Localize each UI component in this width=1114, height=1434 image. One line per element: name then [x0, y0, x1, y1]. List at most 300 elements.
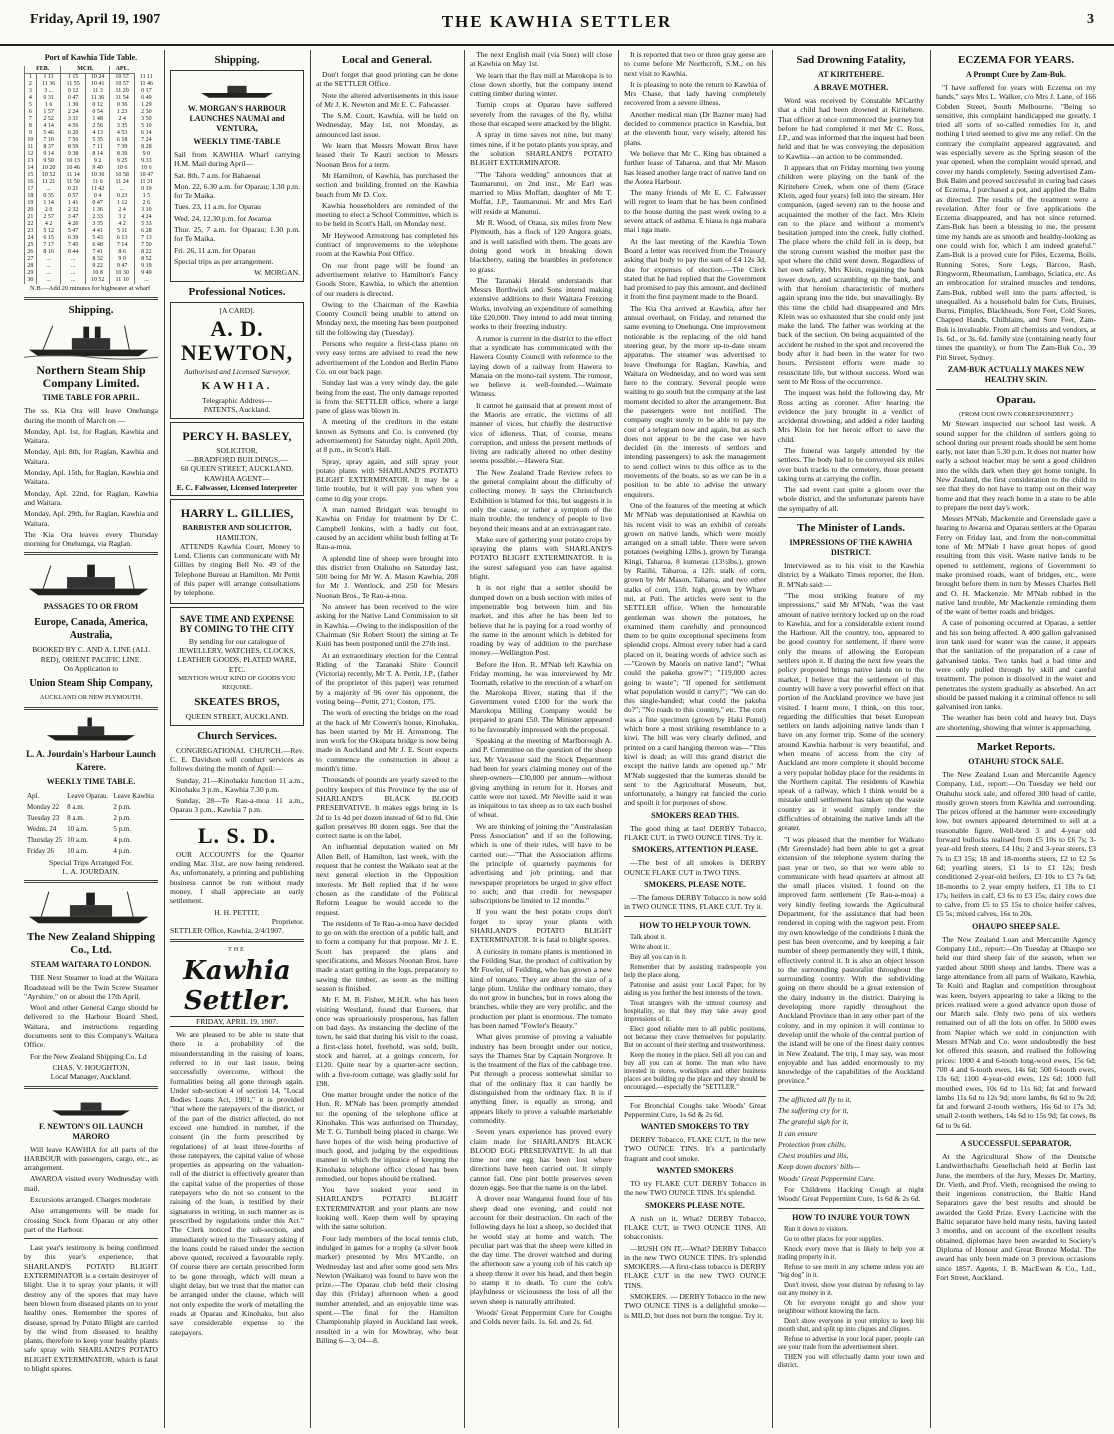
paragraph: Monday, Apl. 29th, for Raglan, Kawhia and Waitara.	[24, 509, 158, 528]
tide-table	[24, 66, 158, 284]
launch-icon	[24, 714, 158, 744]
tide-cell: 0 19	[134, 186, 158, 193]
paragraph: The sad event cast quite a gloom over the whole district, and the unfortunate parents have the sympathy of all.	[778, 485, 924, 513]
wanted-smokers-body-2: TO try FLAKE CUT DERBY Tobacco in the new TWO OUNCE TINS. It's splendid.	[624, 1179, 766, 1198]
tide-row	[25, 228, 159, 235]
tide-cell: 5 47	[61, 228, 86, 235]
tide-cell: 9 47	[110, 263, 135, 270]
skeates-advert	[170, 607, 304, 726]
tide-cell: 0 54	[85, 109, 110, 116]
paragraph: It is pleasing to note the return to Kawhia of Mrs Chase, that lady having completely recovered from a severe illness.	[624, 79, 766, 108]
jourdain-subtitle: WEEKLY TIME TABLE.	[46, 776, 136, 786]
tide-cell: ...	[61, 263, 86, 270]
oparau-subheading: (FROM OUR OWN CORRESPONDENT.)	[959, 410, 1073, 418]
otahuhu-body: The New Zealand Loan and Mercantile Agency Company, Ltd., report:—On Tuesday we held our Otahuhu stock sale, and offered 300 head of cattle, mostly grown steers from Kawhia and surrounding. The prices offered at the hammer were exceedingly low, but owners appeared determined to sell at a reasonable figure. Well-bred 3 and 4-year old forward bullocks realised from £5 10s to £6 7s; 3-year-old fresh steers, £4 10s; 2 and 3-year steers, £3 7s to £3 15s; 18 and 18-months steers, £2 to £2 5s 6d; yearling steers, £1 1s to £1 12s; fresh conditioned 2-year-old heifers, £3 10s to £3 7s 6d; 18-months to 2 year empty heifers, £1 18s to £1 17s; heifers in calf, £3 6s to £3 15s; dairy cows due to calve, from £5 to £5 15s to choice heifer calves, £5 5s; mixed calves, 16s to 20s.	[936, 770, 1096, 919]
tide-row	[25, 151, 159, 158]
tide-cell: 8 32	[85, 256, 110, 263]
tide-cell: 10 13	[61, 158, 86, 165]
paragraph: A rumor is current in the district to the effect that a syndicate has communicated with the Hawera County Council with reference to the laying down of a railway from Hawera to Manaia on the mono-rail system. The rumour, we believe is well-founded.—Waimate Witness.	[470, 333, 612, 399]
tide-cell: 3 2	[110, 214, 135, 221]
paragraph: Fri. 26, 11 a.m. for Oparau	[174, 245, 256, 255]
paragraph: One of the features of the meeting at which Mr M'Nab was deputationised at Kawhia on his recent visit to was an exhibit of cereals grown on native lands, which were mostly arranged on a small table. There were seven potatoes (weighing 12lbs.), grown by Turanga Kingi, Taharoa, 8 kumeras (13½lbs.), grown by Raiihi, Taharoa, a 12ft. stalk of corn, grown by Mr Mason, Taharoa, and two other stalks of corn, 15ft. high, grown by Whare nui, at Puti. The articles were sent to the SETTLER office. When the honourable gentleman was shown the potatoes, he examined them carefully and pronounced them to be quite exceptional specimens from splendid crops. Almost every tuber had a card placed on it, bearing words of advice such as—"Grown by Maoris on native land"; "What could the pakeha grow?"; "119,000 acres going to waste"; "If opened for settlement what population would it carry?"; "We can do this single-handed; what could the pakeha do?"; "No roads to this country," etc. The corn was a fine specimen (grown by Haki Ponui) which bore a most striking resemblance to a kiwi. The bill was very clearly defined, and printed on a card hanging thereon was—"This kiwi is dead; as will this grand district die except the native lands are opened up." Mr M'Nab suggested that the kumeras should be sent to the Agricultural Museum, but, unfortunately, a hungry rat fancied the curio and spoilt it for purposes of show.	[624, 500, 766, 808]
timetable-row	[26, 836, 156, 845]
column-rule	[310, 50, 311, 1428]
tide-cell: 1 23	[110, 109, 135, 116]
tide-cell: 8 14	[85, 151, 110, 158]
paragraph: Note the altered advertisements in this issue of Mr J. K. Newton and Mr E. C. Falwasser.	[316, 90, 458, 109]
jourdain-col-head: Apl.	[27, 791, 40, 800]
timetable-cell: 4 p.m.	[113, 835, 132, 844]
tide-cell: 11 31	[134, 179, 158, 186]
tide-day: 5	[25, 102, 37, 109]
timetable-cell: Thursday 25	[27, 835, 63, 844]
paragraph: The grateful sigh for it,	[778, 1117, 849, 1127]
paragraph: Buy all you can in it.	[630, 953, 688, 961]
lsd-signature-role: Proprietor.	[271, 916, 304, 926]
paragraph: Kawhia householders are reminded of the meeting to elect a School Committee, which is to be held in Scott's Hall, on Monday next.	[316, 200, 458, 229]
nss-body	[24, 406, 158, 548]
paragraph: Refuse to see merit in any scheme unless you are "big dog" in it.	[778, 1263, 924, 1279]
oparau-heading: Oparau.	[996, 393, 1036, 406]
tide-cell: ...	[36, 277, 61, 284]
paragraph: Mr R. Wood, of Otaua, six miles from New Plymouth, has a flock of 120 Angora goats, and is well satisfied with them. The goats are doing good work in breaking down blackberry, eating the brambles in preference to grass.	[470, 218, 612, 274]
paragraph: Monday, Apl. 15th, for Raglan, Kawhia and Waitara.	[24, 468, 158, 487]
paragraph: A meeting of the creditors in the estate known as Symons and Co. is convened (by advertisement) for Saturday night, April 20th, at 8 p.m., in Scott's Hall.	[316, 417, 458, 455]
tide-month: MCH.	[61, 66, 110, 74]
tide-day: 3	[25, 88, 37, 95]
newton-card	[170, 302, 304, 419]
tide-cell: 5 10	[134, 123, 158, 130]
tide-cell: 1 36	[85, 207, 110, 214]
paragraph: The Kia Ora arrived at Kawhia, after her annual overhaul, on Friday, and returned the same evening to Onehunga. One improvement noticeable is the replacing of the old hand steering gear, by the more up-to-date steam apparatus. The steamer was advertised to leave Onehunga for Raglan, Kawhia, and Waitara on Wednesday, and no word was sent here to the contrary. Several people were waiting to go south but the company at the last moment decided to alter the arrangement. But the passengers were not notified. The company ought surely to be able to pay the cost of a telegram now and again, but as such does not appear to be the case we have decided (in the interests of settlors and intending passengers) to ask the management to send collect wires to this office as to the movements of the boats, so as we can be in a position to be able to advise the unwary enquirers.	[624, 303, 766, 499]
timetable-cell: 4 p.m.	[113, 846, 132, 855]
paragraph: Sunday last was a very windy day, the gale being from the east. The only damage reported is from the SETTLER office, where a large pane of glass was blown in.	[316, 378, 458, 416]
masthead	[0, 0, 1114, 46]
paragraph: Don't invest, show your distrust by refusing to lay out any money in it.	[778, 1281, 924, 1297]
tide-day: 16	[25, 179, 37, 186]
smokers-please-note-heading: SMOKERS PLEASE NOTE.	[645, 1200, 745, 1210]
tide-day: 12	[25, 151, 37, 158]
paragraph: The S.M. Court, Kawhia, will be held on Wednesday, May 1st, not Monday, as announced last issue.	[316, 111, 458, 139]
tide-day: 10	[25, 137, 37, 144]
paragraph: Mr Heywood Armstrong has completed his contract of improvements to the telephone room at the Kawhia Post Office.	[316, 230, 458, 259]
paragraph: An influential deputation waited on Mr Allen Bell, of Hamilton, last week, with the request that he contest the Waikato seat at the next general election in the Opposition interests. Mr Bell replied that if he were chosen as the candidate of the Political Reform League he would accede to the request.	[316, 842, 458, 917]
paragraph: The afflicted all fly to it,	[778, 1094, 852, 1104]
local-general-body	[316, 70, 458, 1345]
tide-cell: 6 39	[61, 235, 86, 242]
paragraph: Monday, Apl. 8th, for Raglan, Kawhia and Waitara.	[24, 447, 158, 466]
tide-cell: 0 31	[36, 95, 61, 102]
paragraph: Woods' Great Peppermint Cure for Coughs and Colds never fails. 1s. 6d. and 2s. 6d.	[470, 1307, 612, 1327]
timetable-cell: Friday 26	[27, 846, 55, 855]
tide-day: 8	[25, 123, 37, 130]
timetable-row	[26, 803, 156, 812]
news-items-body	[624, 50, 766, 808]
paragraph: It appears that on Friday morning two young children were playing on the bank of the Kiritehere Creek, when one of them (Grace Klein, aged four years) fell into the stream. Her companion, (aged seven) ran to the house and acquainted the mother of the fact. Mrs Klein ran to the place and without a moment's hesitation jumped into the creek, fully clothed. The place where the child fell in is deep, but the strong current washed the mother past the spot where the child went down. Regardless of her own safety, Mrs Klein, regaining the bank lower down, and scrambling up the bank, and with that heroism characteristic of mothers again sprang into the tide, but unavailingly. By this time the child had disappeared and Mrs Klein was so exhausted that she could only just make the land. The father was working at the back of the section. On being acquainted of the accident he rushed to the spot and recovered the body after it had been in the water for two hours. Persistent efforts were made to resuscitate life, but without success. Word was sent to Mr Ross of the occurrence.	[778, 163, 924, 386]
injure-town-heading: HOW TO INJURE YOUR TOWN	[792, 1212, 910, 1222]
paragraph: Run it down to visitors.	[784, 1225, 849, 1233]
tide-row	[25, 116, 159, 123]
paragraph: AWAROA visited every Wednesday with mail.	[24, 1174, 158, 1193]
blight-advert: Last year's testimony is being confirmed by this year's experience, that SHARLAND'S POTATO BLIGHT EXTERMINATOR is a certain destroyer of blight. Use it to spray your plants, it will destroy any of the spores that may have been blown from diseased plants on to your healthy ones. Remember the spores of disease, spread by Potato Blight are carried by the wind from diseased to healthy plants, therefore to keep your healthy plants safe spray with SHARLAND'S POTATO BLIGHT EXTERMINATOR, which is fatal to blight spores.	[24, 1243, 158, 1374]
tide-cell: 8 28	[134, 144, 158, 151]
tide-cell: 10 24	[85, 74, 110, 82]
tide-row	[25, 235, 159, 242]
tide-row	[25, 88, 159, 95]
tide-cell: 11 50	[61, 179, 86, 186]
paragraph: The Taranaki Herald understands that Messrs Borthwick and Sons intend making extensive additions to their Waitara Freezing Works, involving an expenditure of something like £20,000. They intend to add meat tinning works to their freezing industry.	[470, 275, 612, 332]
tide-cell: 4 41	[85, 228, 110, 235]
tide-cell: 11 21	[36, 179, 61, 186]
tide-cell: 11 46	[134, 81, 158, 88]
timetable-cell: 2 p.m.	[113, 802, 132, 811]
tide-day: 15	[25, 172, 37, 179]
minister-body	[778, 561, 924, 1086]
nss-title: Northern Steam Ship Company Limited.	[36, 363, 146, 391]
tide-row	[25, 165, 159, 172]
paper-nameplate-prefix: THE	[228, 947, 246, 954]
tide-cell: ...	[134, 277, 158, 284]
tide-cell: 0 12	[85, 102, 110, 109]
paragraph: The weather has been cold and heavy but. Days are shortening, showing that winter is approaching.	[936, 713, 1096, 732]
tide-cell: 2 4	[110, 116, 135, 123]
paragraph: At an extraordinary election for the Central Riding of the Taranaki Shire Council (Victoria) recently, Mr T. A. Pettit, J.P., (father of the proprietor of this paper) was returned by a majority of 96 over his opponent, the voting being—Pettit, 271; Coston, 175.	[316, 650, 458, 706]
tide-cell: 9 0	[134, 151, 158, 158]
woods-poem	[778, 1095, 924, 1183]
tide-day: 4	[25, 95, 37, 102]
tide-cell: 2 6	[134, 200, 158, 207]
tide-row	[25, 102, 159, 109]
eczema-heading: ECZEMA FOR YEARS.	[957, 54, 1075, 66]
paper-date: FRIDAY, APRIL 19, 1907.	[170, 1016, 304, 1027]
tide-cell: 2 56	[85, 123, 110, 130]
tide-day: 17	[25, 186, 37, 193]
minister-subheading: IMPRESSIONS OF THE KAWHIA DISTRICT.	[789, 538, 913, 558]
tide-cell: 7 45	[61, 242, 86, 249]
tide-cell: 8 44	[61, 249, 86, 256]
masthead-page-number: 3	[1087, 12, 1094, 27]
paragraph: A drover near Wanganui found four of his sheep dead one evening, and could not account for their destruction. On each of the following days he lost a sheep, so decided that he would stay at home and watch. The peculiar part was that the sheep were killed in the day time. The drover watched and during the afternoon saw a young cob of his catch up a sheep throw it over his head, and then begin to stamp it to death. To cure the cob's playfulness or viciousness the loss of all the seven sheep is naturally attributed.	[470, 1194, 612, 1306]
paragraph: Oh for everyone tonight go and show your neighbour without knowing the facts.	[778, 1299, 924, 1315]
tide-cell: 10 57	[110, 74, 135, 82]
tide-cell: 10 20	[36, 165, 61, 172]
tide-cell: 5 46	[36, 130, 61, 137]
paragraph: Seven years experience has proved every claim made for SHARLAND'S BLACK BLOOD EGG PRESERVATIVE. In all that time not one egg has been lost where directions have been carried out. It simply cannot fail. One pint bottle preserves seven dozen eggs. See that the name is on the label.	[470, 1127, 612, 1193]
tide-cell: 0 57	[61, 193, 86, 200]
timetable-cell: Tuesday 23	[27, 813, 60, 822]
paragraph: Wool and other General Cargo should be delivered to the Harbour Board Shed, Waitara, and instructions regarding documents sent to this Company's Waitara Office.	[24, 1003, 158, 1050]
tide-cell: 1 29	[134, 102, 158, 109]
paragraph: Turnip crops at Oparau have suffered severely from the ravages of the fly, whilst those that escaped were attacked by the blight.	[470, 100, 612, 129]
tide-cell: 11 55	[61, 81, 86, 88]
paragraph: The next English mail (via Suez) will close at Kawhia on May 1st.	[470, 50, 612, 69]
eczema-subheading: A Prompt Cure by Zam-Buk.	[966, 70, 1066, 79]
tide-day: 6	[25, 109, 37, 116]
tide-cell: 0 23	[110, 193, 135, 200]
paragraph: Messrs M'Nab, Mackenzie and Greenslade gave a hearing to Awaroa and Oparau settlers at the Oparau Ferry on Friday last, and from the non-committal tone of Mr M'Nab I have great hopes of good resulting from this visit. Waste native lands to be opened to settlement, regions of Government to make promised roads, want of bridges, etc., were brought before them in turn by Messrs Charles Bell and O. H. Mackenzie. Mr M'Nab rubbed in the native land trouble, Mr Mackenzie reminding them of the want of better roads and bridges.	[936, 514, 1096, 617]
tide-cell: 6 15	[36, 235, 61, 242]
paragraph: We learn that the flax mill at Marokopa is to close down shortly, but the company intend cutting timber during winter.	[470, 70, 612, 99]
tide-day: 25	[25, 242, 37, 249]
tide-cell: 10 58	[110, 172, 135, 179]
paragraph: "I was pleased that the member for Waikato (Mr Greenslade) had been able to get a great extension of the telephone system during the past year or two, so that we were able to communicate with head quarters at almost all the small places visited. I found on the improved farm settlement (Te Rau-a-moa) a very kindly feeling towards the Agricultural Department, for the assistance that had been rendered in coping with the ragwort pest. From my own knowledge of the conditions I think the pest has been overcome, and by keeping a fair number of sheep permanently they will, I think, effectively control it. It is also an object lesson to the surrounding pastoralist throughout the surrounding country. With the subdividing going on there should be a great extension of the dairy industry in the district. Dairying is developing more rapidly throughout the Auckland Province than in any other part of the colony, and in my opinion it will continue to develop until the whole of the central portion of the island will be one of the finest dairy centres in New Zealand. The trip, I may say, was most enjoyable and has added enormously to my knowledge of the capabilities of the Auckland province."	[778, 834, 924, 1086]
paragraph: Remember that by assisting tradespeople you help the place along.	[624, 963, 766, 979]
wanted-smokers-heading-2: WANTED SMOKERS	[656, 1166, 734, 1176]
newton-body	[24, 1145, 158, 1235]
tide-cell: 6 18	[110, 137, 135, 144]
tide-cell: 9 49	[134, 270, 158, 277]
paragraph: Treat strangers with the utmost courtesy and hospitality, so that they may take away good impressions of it.	[624, 999, 766, 1023]
nzs-title: The New Zealand Shipping Co., Ltd.	[26, 931, 156, 957]
tide-cell: 7 39	[110, 144, 135, 151]
tide-cell: 3 35	[110, 123, 135, 130]
derby-advert: SMOKERS. — DERBY Tobacco in the new TWO OUNCE TINS is a delightful smoke—is MILD, but does not burn the tongue. Try it.	[624, 1291, 766, 1320]
paragraph: Wed. 24, 12.30 p.m. for Awaroa	[174, 213, 271, 223]
jourdain-signature: L. A. JOURDAIN.	[62, 866, 120, 876]
paragraph: Special trips as per arrangement.	[174, 256, 274, 266]
tide-cell: 0 4	[85, 193, 110, 200]
tide-cell: 7 56	[61, 137, 86, 144]
nzs-signature: CHAS. V. HOUGHTON,	[52, 1062, 130, 1072]
tide-cell: 2 33	[85, 214, 110, 221]
paragraph: We are thinking of joining the "Australasian Press Association" and if so the following, which is one of their rules, will have to be carried out:—"That the Association affirms the principle of quarterly payments for advertising and job printing, and that newspaper proprietors be urged to give effect to such; and that credit for newspaper subscriptions be limited to 12 months."	[470, 821, 612, 906]
tide-cell: 8 37	[36, 144, 61, 151]
tide-cell: 2 0	[36, 207, 61, 214]
agent-name: E. C. Falwasser, Licensed Interpreter	[176, 482, 298, 492]
nzs-signature-role: Local Manager, Auckland.	[50, 1072, 132, 1082]
tide-cell: 0 47	[61, 95, 86, 102]
rush-advert: —RUSH ON IT.—What? DERBY Tobacco in the new TWO OUNCE TINS. It's splendid SMOKERS.—A first-class tobacco is DERBY FLAKE CUT in the new TWO OUNCE TINS.	[624, 1243, 766, 1290]
tide-row	[25, 109, 159, 116]
paragraph: Before the Hon. R. M'Nab left Kawhia on Friday morning, he was interviewed by Mr Toomath, relative to the erection of a wharf on the Marokopa River, stating that if the Government voted £100 for the work the Marokopa Milling Company would be prepared to grant £50. The Minister appeared to be favourably impressed with the proposal.	[470, 659, 612, 734]
paragraph: It cannot be gainsaid that at present most of the Maoris are erratic, the victims of all manner of vices, but chiefly the destructive vice of idleness. That, of course, means corruption, and unless the present methods of living are radically altered no other destiny seems possible.—Hawera Star.	[470, 400, 612, 466]
professional-notices-heading: Professional Notices.	[188, 285, 286, 298]
tide-cell: 5 35	[85, 137, 110, 144]
paragraph: Thousands of pounds are yearly saved to the poultry keepers of this Province by the use of SHARLAND'S BLACK BLOOD PRESERVATIVE. It makes eggs bring in 1s 2d to 1s 4d per dozen instead of 6d to 8d. One gallon preserves 80 dozen eggs. See that the correct name is on the label.	[316, 775, 458, 841]
tide-cell: 1 6	[36, 102, 61, 109]
paragraph: Excursions arranged. Charges moderate	[30, 1194, 151, 1204]
paragraph: If you want the best potato crops don't forget to spray your plants with SHARLAND'S POTATO BLIGHT EXTERMINATOR. It is fatal to blight spores.	[470, 907, 612, 945]
steamship-icon	[24, 887, 158, 927]
tide-cell: 10 8	[85, 270, 110, 277]
column-6	[774, 50, 928, 1428]
paragraph: Mon. 22, 6.30 a.m. for Oparau; 1.30 p.m. for Te Maika.	[174, 181, 300, 201]
tide-cell: 7 50	[134, 242, 158, 249]
tide-cell: 4 2	[36, 221, 61, 228]
paragraph: The New Zealand Trade Review refers to the general complaint about the difficulty of collecting money. It says the Christchurch Exhibition is blamed for this, but suggests it is only the cause, or rather a symptom of the main trouble, the tendency of people to live beyond their means and at an extravagant rate.	[470, 467, 612, 533]
tide-cell: 10 52	[85, 277, 110, 284]
smokers-please-note-body: A rush on it. What? DERBY Tobacco, FLAKE CUT, in TWO OUNCE TINS. All tobacconists.	[624, 1213, 766, 1242]
tide-cell: 11 36	[85, 95, 110, 102]
tide-table-title: Port of Kawhia Tide Table.	[44, 53, 138, 62]
paragraph: The ss. Kia Ora will leave Onehunga during the month of March on —	[24, 406, 158, 425]
masthead-title: THE KAWHIA SETTLER	[441, 12, 673, 31]
newton-launch-title: F. NEWTON'S OIL LAUNCH MARORO	[38, 1121, 144, 1141]
basley-role: SOLICITOR,	[216, 445, 258, 455]
tide-cell: 4 2	[110, 221, 135, 228]
tide-cell: 4 14	[36, 123, 61, 130]
tide-row	[25, 200, 159, 207]
timetable-cell: 10 a.m.	[67, 846, 88, 855]
paragraph: The many friends of Mr E. C. Falwasser will regret to learn that he has been confined to the house during the past week owing to a severe attack of asthma. E hiaua is nga mahara mai i nga mate.	[624, 188, 766, 235]
editorial: We are pleased to be able to state that there is a probability of the misunderstanding in the raising of loans, referred to in our last issue, being successfully overcome, without the formalities being all gone through again. Under sub-section 4 of section 14, "Local Bodies Loans Act, 1901," it is provided "that where the ratepayers of the district, or of the part of the district affected, do not exceed one hundred in number, if the consent (in the form prescribed by regulations) of at least three-fourths of those ratepayers, the capital value of whose properties as appearing on the valuation-roll of the district is effectively greater than the capital value of the properties of those ratepayers who do not so consent to the raising of the loan, is testified by their signatures in writing, in such manner as is prescribed by regulations under this Act." The Clerk noticed the sub-section, and immediately wired to the Treasury asking if the loans could be raised under the section above quoted, received a favourable reply. Of course there are certain prescribed form to be gone through, which will mean a slight delay, but we trust that the matter can be arranged under the clause, which will not only expedite the work of metalling the roads at Oparau and Kinohaku, but also save considerable expense to the ratepayers.	[170, 1030, 304, 1337]
gillies-body: ATTENDS Kawhia Court, Money to Lend. Clients can communicate with Mr Gillies by ringing Bell No. 49 of the Telephone Bureau at Hamilton. Mr Pettit of this paper will arrange consultations by telephone.	[174, 541, 300, 598]
paragraph: THEN you will effectually damn your town and district.	[778, 1353, 924, 1369]
steamship-icon	[24, 320, 158, 360]
tide-cell: 5 43	[85, 235, 110, 242]
paragraph: Patronise and assist your Local Paper, for by aiding us you further the best interests of the town.	[624, 981, 766, 997]
newton-role: Authorised and Licensed Surveyor,	[184, 366, 290, 376]
tide-cell: 5 11	[110, 228, 135, 235]
gillies-role: BARRISTER AND SOLICITOR,	[182, 523, 292, 533]
save-title: SAVE TIME AND EXPENSE BY COMING TO THE CITY	[179, 613, 295, 634]
column-7	[932, 50, 1100, 1428]
lsd-office: SETTLER Office, Kawhia, 2/4/1907.	[170, 926, 284, 936]
news-items-body	[470, 50, 612, 1326]
drowning-heading: Sad Drowning Fatality,	[796, 54, 906, 66]
paragraph: What gives promise of proving a valuable industry has been brought under our notice, says the Thames Star by Captain Norgrove. It is the treatment of the flax of the cabbage tree. Put through a process somewhat similar to that of the ordinary flax it can hardly be distinguished from the ordinary flax. It is if anything finer, is equally as strong, and appears likely to prove a valuable marketable commodity.	[470, 1032, 612, 1125]
passages-destinations: Europe, Canada, America, Australia,	[34, 617, 148, 642]
paragraph: Sunday, 21—Kinohaku Junction 11 a.m., Kinohaku 3 p.m., Kawhia 7.30 p.m.	[170, 775, 304, 794]
paragraph: Don't forget that good printing can be done at the SETTLER Office.	[316, 70, 458, 89]
gillies-card	[170, 499, 304, 603]
card-label: [A CARD].	[219, 305, 255, 315]
timetable-cell: 10 a.m.	[67, 824, 88, 833]
morgan-body	[174, 150, 300, 266]
timetable-cell: 10 a.m.	[67, 835, 88, 844]
paragraph: On our front page will be found an advertisement relative to Hamilton's Fancy Goods Store, Kawhia, to which the attention of our readers is directed.	[316, 260, 458, 298]
passages-body: BOOKED BY C. AND A. LINE (ALL RED), ORIENT PACIFIC LINE.	[32, 645, 150, 664]
gillies-name: HARRY L. GILLIES,	[180, 506, 294, 521]
tide-cell: 0 17	[134, 88, 158, 95]
otahuhu-subheading: OTAHUHU STOCK SALE.	[968, 757, 1064, 766]
paragraph: Four lady members of the local tennis club, indulged in games for a trophy (a silver book marker) presented by Mrs M'Cardle, on Wednesday last and after some good sets Mrs Newton (Waikato) was found to have won the prize.—The Oparau club held their closing day this (Friday) afternoon when a good number attended, and an enjoyable time was spent.—The final for the Hamilton Championship played in Auckland last week, resulted in a win for Mowbray, who beat Billing 6—3, 04—8.	[316, 1233, 458, 1345]
tide-cell: 3 10	[134, 207, 158, 214]
tide-row	[25, 249, 159, 256]
tide-row	[25, 158, 159, 165]
tide-cell: 10 52	[36, 172, 61, 179]
tide-cell: 4 20	[61, 221, 86, 228]
paragraph: CONGREGATIONAL CHURCH.—Rev. C. E. Davidson will conduct services as follows during the month of April:—	[170, 745, 304, 774]
tide-row	[25, 207, 159, 214]
tide-cell: 6 48	[85, 242, 110, 249]
tide-row	[25, 193, 159, 200]
ohaupo-body: The New Zealand Loan and Mercantile Agency Company Ltd., report:—On Tuesday at Ohaupo we held our third sheep fair of the season, when we yarded about 5000 sheep and lambs. There was a large attendance from all parts of Waikato, Kawhia, Te Kuiti and Raglan and competition throughout was keen, buyers appearing to take a liking to the prices realised were a good advance upon those of our March sale. Only two pens of six wethers remained out of all the lots on offer. In 5000 ewes from Napier which we sold in conjunction with Messrs M'Nab and Co. were undoubtedly the best lot offered this season, and realised the following prices: 1000 4 and 6-tooth long-wool ewes, 15s 6d; 700 4 and 6-tooth ewes, 14s 6d; 500 6-tooth ewes, 13s 6d; 1100 4-year-old ewes, 12s 6d; 1000 full mouthed ewes, 10s 6d to 11s 6d; fat and forward lambs 11s 6d to 12s 9d; store lambs, 8s 6d to 9s 2d; fat and forward 2-tooth wethers, 16s 6d to 17s 3d; small 2-tooth wethers, 14s 6d to 15s 9d; fat cows, 8s 6d to 9s 6d.	[936, 934, 1096, 1130]
tide-day: 14	[25, 165, 37, 172]
tide-cell: ...	[36, 270, 61, 277]
paragraph: Go to other places for your supplies.	[784, 1235, 884, 1243]
tide-cell: 8 6	[110, 249, 135, 256]
timetable-cell: 8 a.m.	[67, 813, 85, 822]
tide-day: 23	[25, 228, 37, 235]
paragraph: Talk about it.	[630, 933, 666, 941]
smokers-read-heading: SMOKERS READ THIS.	[651, 810, 739, 820]
tide-day: 19	[25, 200, 37, 207]
tide-cell: 7 17	[36, 242, 61, 249]
tide-row	[25, 186, 159, 193]
tide-day: 7	[25, 116, 37, 123]
tide-day: 28	[25, 263, 37, 270]
paragraph: "The Tahora wedding" announces that at Taumarunui, on 2nd inst., Mr Earl was married to Miss Moffatt, daughter of Mr T. Moffat, J.P., Taumarunui. Mr and Mrs Earl will reside at Manunui.	[470, 169, 612, 216]
tide-cell: 3 ...	[36, 88, 61, 95]
column-5	[620, 50, 770, 1428]
paragraph: A case of poisoning occurred at Oparau, a settler and his son being affected. A 400 gallon galvanised iron tank used for water was the cause, it appears that the sanitation of the preparation of a case of galvanised tanks. Two tanks had a bad time and were only pulled through by skill and careful treatment. The poison is dissolved in the water and penetrates the system gradually as absorbed. An act should be passed making it a criminal offence to sell galvanised iron tanks.	[936, 618, 1096, 712]
lsd-body: OUR ACCOUNTS for the Quarter ending Mar. 31st, are now being rendered. As, unfortunately, a printing and publishing business cannot be run without ready money, I shall appreciate an early settlement.	[170, 849, 304, 906]
tide-cell: 11 6	[85, 179, 110, 186]
paragraph: Mr Hamilton, of Kawhia, has purchased the section and building fronted on the Kawhia beach from Mr D. Cox.	[316, 170, 458, 199]
paragraph: Persons who require a first-class piano on very easy terms are advised to read the new advertisement of the London and Berlin Piano Co. on our back page.	[316, 339, 458, 376]
tide-cell: ...	[36, 263, 61, 270]
paragraph: We learn that Messrs Mowatt Bros have leased their Te Kauri section to Messrs Noonan Bros for a term.	[316, 141, 458, 169]
tide-cell: ...	[36, 186, 61, 193]
paragraph: It can ensure	[778, 1128, 818, 1138]
tide-cell: 11 3	[85, 88, 110, 95]
tide-row	[25, 137, 159, 144]
tide-cell: 8 52	[134, 256, 158, 263]
tide-cell: 0 35	[36, 193, 61, 200]
tide-day: 26	[25, 249, 37, 256]
tide-cell: 9 25	[110, 158, 135, 165]
smokers-attention-body: —The best of all smokes is DERBY OUNCE FLAKE CUT in TWO TINS.	[624, 858, 766, 877]
tide-day: 9	[25, 130, 37, 137]
tide-cell: ...	[36, 256, 61, 263]
zambuk-tagline: ZAM-BUK ACTUALLY MAKES NEW HEALTHY SKIN.	[947, 364, 1085, 384]
tide-cell: ...	[61, 277, 86, 284]
column-rule	[930, 50, 931, 1428]
column-rule	[618, 50, 619, 1428]
paragraph: The work of erecting the bridge on the road at the back of Mr Cowern's house, Kinohaku, has been started by Mr H. Armstrong. The iron work for the Okupata bridge is now being made in Auckland and Mr J. E. Scott expects to commence the construction in about a month's time.	[316, 708, 458, 774]
paragraph: "The most striking feature of my impressions," said Mr M'Nab, "was the vast amount of native territory locked up on the road to Kawhia, and for a considerable extent round the Harbour. All the country, too, appeared to be good country for settlement, if there were only the means of allowing the European settlers upon it. If during the next few years the policy proposed brings native lands on to the market, I believe that the settlement of this country will have a very powerful effect on that portion of the Auckland province we have just visited. I learnt more, I think, on this tour, regarding the difficulties that beset European settlers on lands adjoining native lands than I have on any former trip. Some of the scenery around Kawhia harbour is very beautiful, and when means of access from the city of Auckland are more complete it should become a very popular holiday place for the residents in the Northern capital. The residents of Kawhia speak of a railway, which I think would be a mistake until settlement has taken up the waste country as it would simply render the difficulties of obtaining the native lands all the greater.	[778, 590, 924, 833]
paragraph: Interviewed as to his visit to the Kawhia district by a Waikato Times reporter, the Hon. R. M'Nab said:—	[778, 561, 924, 589]
tide-cell: 11 11	[134, 74, 158, 82]
paragraph: Sunday, 28—Te Rau-a-moa 11 a.m., Oparau 3 p.m., Kawhia 7 p.m.	[170, 796, 304, 815]
tide-cell: 6 14	[134, 130, 158, 137]
paragraph: Make sure of gathering your potato crops by spraying the plants with SHARLAND'S POTATO BLIGHT EXTERMINATOR. It is the surest safeguard you can have against blight.	[470, 534, 612, 582]
tide-row	[25, 95, 159, 102]
paragraph: Refuse to advertise in your local paper, people can see your trade from the advertisement sheet.	[778, 1335, 924, 1351]
tide-row	[25, 123, 159, 130]
jourdain-col-head: Leave Kawhia	[113, 791, 154, 800]
tide-cell: 11 14	[61, 172, 86, 179]
tide-cell: 3 47	[61, 214, 86, 221]
tide-month: FEB.	[25, 66, 61, 74]
paragraph: Elect good reliable men to all public positions, not because they crave themselves for popularity. But on account of their sterling and trustworthiness.	[624, 1025, 766, 1049]
paragraph: Mr Stewart inspected our school last week. A sound supper for the children of settlers going to school during our present roads should be sent home early, not later than 5.30 p.m. It does not matter how early a school teacher may be sent a good children into the wilds dark when they get home tonight. In New Zealand, the first consideration to the child to see that they do not have to tramp out on their way home and that they reach home in a state to be able to prepare the next day's work.	[936, 419, 1096, 512]
tide-row	[25, 214, 159, 221]
tide-cell: 9 33	[134, 158, 158, 165]
market-heading: Market Reports.	[976, 741, 1056, 753]
tide-cell: 11 42	[85, 186, 110, 193]
shipping-heading: Shipping.	[214, 54, 260, 66]
timetable-cell: Wedns. 24	[27, 824, 57, 833]
paragraph: It is not right that a settler should be dumped down on a bush section with miles of impenetrable bog between him and his market, and this after he has been led to believe that he is paying for a road worthy of the name in the amount which is debited for roading by way of addition to the purchase money.—Wellington Post.	[470, 583, 612, 658]
tide-cell: 10 47	[134, 172, 158, 179]
tide-cell: 11 54	[110, 95, 135, 102]
launch-icon	[174, 77, 300, 101]
nzs-body	[24, 973, 158, 1061]
tide-cell: 8 39	[110, 151, 135, 158]
tide-cell: 2 24	[61, 109, 86, 116]
tide-cell: 11 36	[36, 81, 61, 88]
tide-cell: 4 13	[85, 130, 110, 137]
tide-row	[25, 172, 159, 179]
tide-day: 11	[25, 144, 37, 151]
tide-row	[25, 256, 159, 263]
paragraph: Spray, spray again, and still spray your potato plants with SHARLAND'S POTATO BLIGHT EXTERMINATOR. It may be a little trouble, but it will pay you when you come to dig your crops.	[316, 456, 458, 503]
basley-card	[170, 422, 304, 496]
smokers-note-body: —The famous DERBY Tobacco is now sold in TWO OUNCE TINS, FLAKE CUT. Try it.	[624, 892, 766, 912]
paragraph: The funeral was largely attended by the settlers. The body had to be conveyed six miles over bush tracks to the cemetery, those present taking turns at carrying the coffin.	[778, 445, 924, 483]
